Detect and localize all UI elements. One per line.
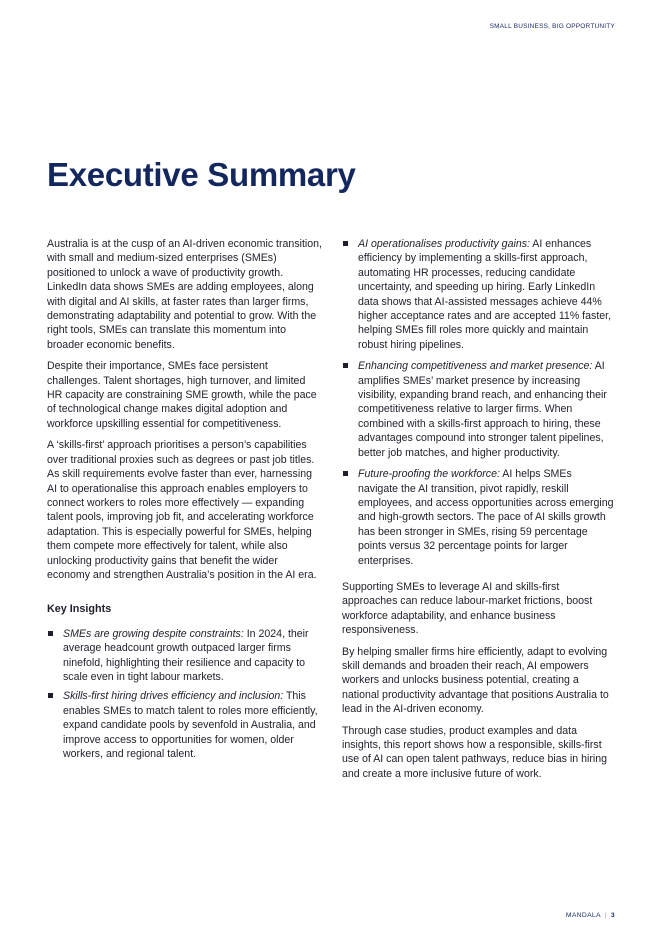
insight-item	[342, 237, 614, 352]
insight-lead: Skills-first hiring drives efficiency and inclusion:	[63, 690, 284, 703]
insight-lead: SMEs are growing despite constraints:	[63, 627, 244, 640]
insight-text: AI helps SMEs navigate the AI transition, pivot rapidly, reskill employees, and access opportunities across emerging and high-growth sectors. The pace of AI skills growth has been stronger in SMEs, rising 59 percentage points versus 32 percentage points for larger enterprises.	[358, 468, 614, 567]
supporting-smes-paragraph: Supporting SMEs to leverage AI and skills-first approaches can reduce labour-market frictions, boost workforce adaptability, and enhance business responsiveness.	[342, 580, 593, 637]
insight-text: AI enhances efficiency by implementing a skills-first approach, automating HR processes, reducing candidate uncertainty, and speeding up hiring. Early LinkedIn data shows that AI-assisted messages achieve 44% higher acceptance rates and are accepted 11% faster, helping SMEs fill roles more quickly and maintain robust hiring pipelines.	[358, 238, 612, 351]
insight-item	[47, 627, 323, 685]
page-number: 3	[610, 912, 615, 919]
skills-first-paragraph: A ‘skills-first’ approach prioritises a person’s capabilities over traditional proxies such as degrees or past job titles. As skill requirements evolve faster than ever, harnessing AI to operationalise this approach enables employers to connect workers to roles more effectively — expanding talent pools, improving job fit, and accelerating workforce adaptation. This is especially powerful for SMEs, helping them compete more effectively for talent, while also unlocking productivity gains that benefit the wider economy and strengthen Australia’s position in the AI era.	[47, 439, 317, 581]
insight-item	[342, 359, 614, 460]
key-insights-heading: Key Insights	[47, 603, 112, 616]
insight-item	[47, 689, 323, 761]
right-column	[342, 237, 614, 788]
case-studies-paragraph: Through case studies, product examples and data insights, this report shows how a responsible, skills-first use of AI can open talent pathways, reduce bias in hiring and create a more inclusive future of work.	[342, 724, 608, 780]
insights-continued-list	[342, 237, 614, 568]
footer-brand: MANDALA	[565, 912, 601, 919]
footer-separator: |	[604, 912, 607, 919]
key-insights-list	[47, 627, 323, 762]
challenges-paragraph: Despite their importance, SMEs face persistent challenges. Talent shortages, high turnover, and limited HR capacity are constraining SME growth, while the pace of technological change makes digital adoption and workforce upskilling essential for competitiveness.	[47, 360, 317, 430]
running-header: SMALL BUSINESS, BIG OPPORTUNITY	[489, 23, 615, 30]
insight-lead: AI operationalises productivity gains:	[358, 238, 530, 250]
insight-text: AI amplifies SMEs’ market presence by increasing visibility, expanding brand reach, and enhancing their competitiveness relative to larger firms. When combined with a skills-first approach to hiring, these advantages compound into stronger talent pipelines, better job matches, and higher productivity.	[358, 360, 607, 459]
intro-paragraph: Australia is at the cusp of an AI-driven economic transition, with small and medium-sized enterprises (SMEs) positioned to unlock a wave of productivity growth. LinkedIn data shows SMEs are adding employees, along with digital and AI skills, at faster rates than larger firms, demonstrating adaptability and potential to grow. With the right tools, SMEs can translate this momentum into broader economic benefits.	[47, 238, 322, 351]
insight-item	[342, 467, 614, 568]
page-footer	[566, 912, 615, 919]
insight-text: In 2024, their average headcount growth outpaced larger firms ninefold, highlighting their resilience and capacity to scale even in tight labour markets.	[63, 627, 309, 683]
insight-text: This enables SMEs to match talent to roles more efficiently, expand candidate pools by sevenfold in Australia, and improve access to opportunities for women, older workers, and regional talent.	[63, 690, 318, 760]
page-title: Executive Summary	[47, 156, 356, 193]
insight-lead: Future-proofing the workforce:	[358, 468, 500, 481]
left-column	[47, 237, 323, 766]
insight-lead: Enhancing competitiveness and market presence:	[358, 360, 593, 373]
hiring-efficiency-paragraph: By helping smaller firms hire efficiently, adapt to evolving skill demands and broaden their reach, AI empowers workers and unlocks business potential, creating a national productivity advantage that positions Australia to lead in the AI-driven economy.	[342, 645, 609, 716]
